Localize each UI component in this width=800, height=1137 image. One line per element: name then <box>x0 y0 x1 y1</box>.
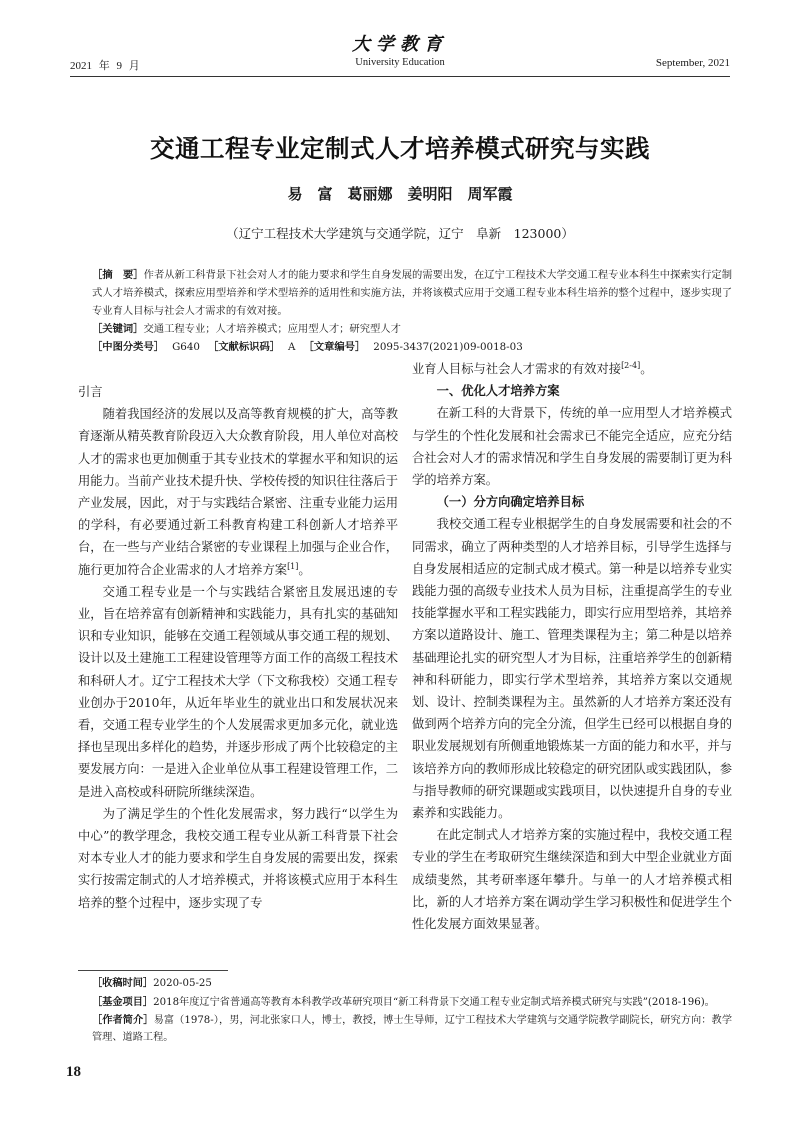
doc-code-label: ［文献标识码］ <box>207 341 281 353</box>
issue-date-en: September, 2021 <box>655 57 730 69</box>
footnote-received: ［收稿时间］2020-05-25 <box>92 978 212 989</box>
article-number-label: ［文章编号］ <box>303 341 366 353</box>
article-number-value: 2095-3437(2021)09-0018-03 <box>373 341 523 353</box>
footnote-funding: ［基金项目］2018年度辽宁省普通高等教育本科教学改革研究项目“新工科背景下交通工程专业定制式培养模式研究与实践”(2018-196)。 <box>92 996 715 1008</box>
body-paragraph-2: 交通工程专业是一个与实践结合紧密且发展迅速的专业，旨在培养富有创新精神和实践能力，具有扎实的基础知识和专业知识，能够在交通工程领域从事交通工程的规划、设计以及土建施工工程建设管理等方面工作的高级工程技术和科研人才。辽宁工程技术大学（下文称我校）交通工程专业创办于2010年，从近年毕业生的就业出口和发展状况来看，交通工程专业学生的个人发展需求更加多元化，就业选择也呈现出多样化的趋势，并逐步形成了两个比较稳定的主要发展方向：一是进入企业单位从事工程建设管理工作，二是进入高校或科研院所继续深造。 <box>78 584 398 799</box>
section-1-heading: 一、优化人才培养方案 <box>436 384 560 399</box>
body-paragraph-3: 为了满足学生的个性化发展需求，努力践行“以学生为中心”的教学理念，我校交通工程专业从新工科背景下社会对本专业人才的能力要求和学生自身发展的需要出发，探索实行按需定制式的人才培养模式，并将该模式应用于本科生培养的整个过程中，逐步实现了专 <box>78 806 398 910</box>
body-paragraph-6: 在此定制式人才培养方案的实施过程中，我校交通工程专业的学生在考取研究生继续深造和到大中型企业就业方面成绩斐然，其考研率逐年攀升。与单一的人才培养模式相比，新的人才培养方案在调动学生学习积极性和促进学生个性化发展方面效果显著。 <box>412 828 732 932</box>
abstract <box>92 266 732 320</box>
footnotes <box>92 976 732 1048</box>
keywords-label: ［关键词］ <box>92 323 144 335</box>
citation-ref: [2-4] <box>621 360 641 370</box>
body-paragraph-3-continued: 业育人目标与社会人才需求的有效对接[2-4]。 <box>412 360 653 376</box>
page-number: 18 <box>66 1064 81 1080</box>
author-affiliation: （辽宁工程技术大学建筑与交通学院，辽宁 阜新 123000） <box>226 226 574 241</box>
subsection-1-heading: （一）分方向确定培养目标 <box>436 495 585 510</box>
intro-heading: 引言 <box>78 385 103 399</box>
clc-label: ［中图分类号］ <box>92 341 165 353</box>
citation-ref: [1] <box>287 561 299 571</box>
page-header <box>0 0 800 80</box>
doc-code-value: A <box>288 341 296 353</box>
body-paragraph-1: 随着我国经济的发展以及高等教育规模的扩大，高等教育逐渐从精英教育阶段迈入大众教育阶段，用人单位对高校人才的需求也更加侧重于其专业技术的掌握水平和知识的运用能力。当前产业技术提升快、学校传授的知识往往落后于产业发展，因此，对于与实践结合紧密、注重专业能力运用的学科，有必要通过新工科教育构建工科创新人才培养平台，在一些与产业结合紧密的专业课程上加强与企业合作，施行更加符合企业需求的人才培养方案[1]。 <box>78 407 398 577</box>
footnote-divider <box>78 970 228 971</box>
footnote-author-bio: ［作者简介］易富（1978-），男，河北张家口人，博士，教授，博士生导师，辽宁工程技术大学建筑与交通学院教学副院长，研究方向：教学管理、道路工程。 <box>92 1015 733 1043</box>
abstract-text: 作者从新工科背景下社会对人才的能力要求和学生自身发展的需要出发，在辽宁工程技术大学交通工程专业本科生中探索实行定制式人才培养模式，探索应用型培养和学术型培养的适用性和实施方法，并将该模式应用于交通工程专业本科生培养的整个过程中，逐步实现了专业育人目标与社会人才需求的有效对接。 <box>92 269 733 317</box>
article-title: 交通工程专业定制式人才培养模式研究与实践 <box>150 134 650 163</box>
body-paragraph-5: 我校交通工程专业根据学生的自身发展需要和社会的不同需求，确立了两种类型的人才培养目标，引导学生选择与自身发展相适应的定制式成才模式。第一种是以培养专业实践能力强的高级专业技术人员为目标，注重提高学生的专业技能掌握水平和工程实践能力，即实行应用型培养，其培养方案以道路设计、施工、管理类课程为主；第二种是以培养基础理论扎实的研究型人才为目标，注重培养学生的创新精神和科研能力，即实行学术型培养，其培养方案以交通规划、设计、控制类课程为主。虽然新的人才培养方案还没有做到两个培养方向的完全分流，但学生已经可以根据自身的职业发展规划有所侧重地锻炼某一方面的能力和水平，并与该培养方向的教师形成比较稳定的研究团队或实践团队，参与指导教师的研究课题或实践项目，以快速提升自身的专业素养和实践能力。 <box>412 517 732 821</box>
keywords <box>92 320 732 338</box>
body-column-right <box>412 358 732 935</box>
abstract-label: ［摘 要］ <box>92 269 144 281</box>
journal-name-cn: 大学教育 <box>352 34 448 55</box>
journal-name-en: University Education <box>355 57 445 68</box>
header-divider <box>70 76 730 77</box>
clc-value: G640 <box>172 341 200 353</box>
body-column-left <box>78 381 398 914</box>
issue-date-cn: 2021 年 9 月 <box>70 60 140 72</box>
keywords-text: 交通工程专业；人才培养模式；应用型人才；研究型人才 <box>143 323 401 335</box>
classification-row <box>92 338 732 356</box>
body-paragraph-4: 在新工科的大背景下，传统的单一应用型人才培养模式与学生的个性化发展和社会需求已不能完全适应，应充分结合社会对人才的需求情况和学生自身发展的需要制订更为科学的培养方案。 <box>412 406 732 488</box>
article-authors: 易 富 葛丽娜 姜明阳 周军霞 <box>287 185 513 203</box>
